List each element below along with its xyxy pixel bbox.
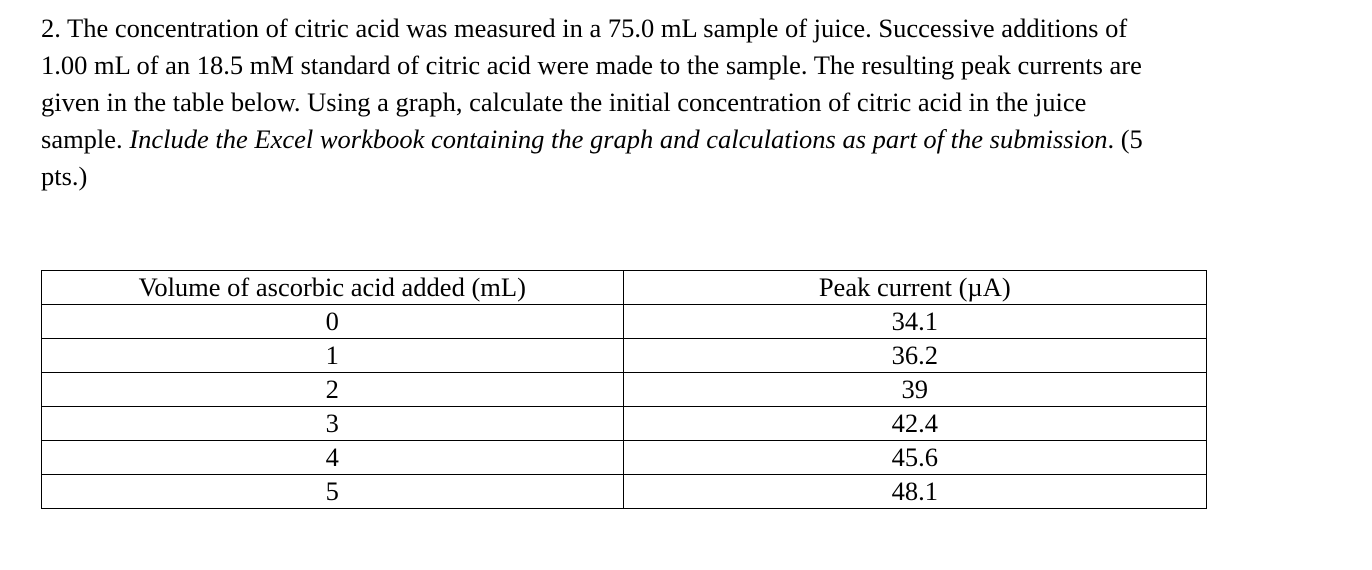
cell-peak-current: 36.2: [623, 339, 1207, 373]
problem-statement: [41, 10, 1151, 195]
cell-volume: 2: [42, 373, 624, 407]
problem-text: [41, 10, 1151, 195]
table-row: [42, 339, 1207, 373]
cell-volume: 5: [42, 475, 624, 509]
table-row: [42, 407, 1207, 441]
table-row: [42, 475, 1207, 509]
cell-peak-current: 34.1: [623, 305, 1207, 339]
problem-points: . (5 pts.): [41, 124, 1143, 191]
header-volume: Volume of ascorbic acid added (mL): [42, 271, 624, 305]
table-row: [42, 373, 1207, 407]
problem-italic-instruction: Include the Excel workbook containing the graph and calculations as part of the submission: [129, 124, 1108, 154]
header-peak-current: Peak current (µA): [623, 271, 1207, 305]
cell-peak-current: 39: [623, 373, 1207, 407]
table-header-row: [42, 271, 1207, 305]
cell-volume: 0: [42, 305, 624, 339]
problem-lead: 2. The concentration of citric acid was measured in a 75.0 mL sample of juice. Successive additions of 1.00 mL of an 18.5 mM standard of citric acid were made to the sample. The resulting peak currents are given in the table below. Using a graph, calculate the initial concentration of citric acid in the juice sample.: [41, 13, 1142, 154]
table-row: [42, 305, 1207, 339]
cell-volume: 1: [42, 339, 624, 373]
cell-peak-current: 48.1: [623, 475, 1207, 509]
cell-volume: 4: [42, 441, 624, 475]
cell-peak-current: 42.4: [623, 407, 1207, 441]
data-table: [41, 270, 1207, 509]
cell-peak-current: 45.6: [623, 441, 1207, 475]
table-row: [42, 441, 1207, 475]
cell-volume: 3: [42, 407, 624, 441]
